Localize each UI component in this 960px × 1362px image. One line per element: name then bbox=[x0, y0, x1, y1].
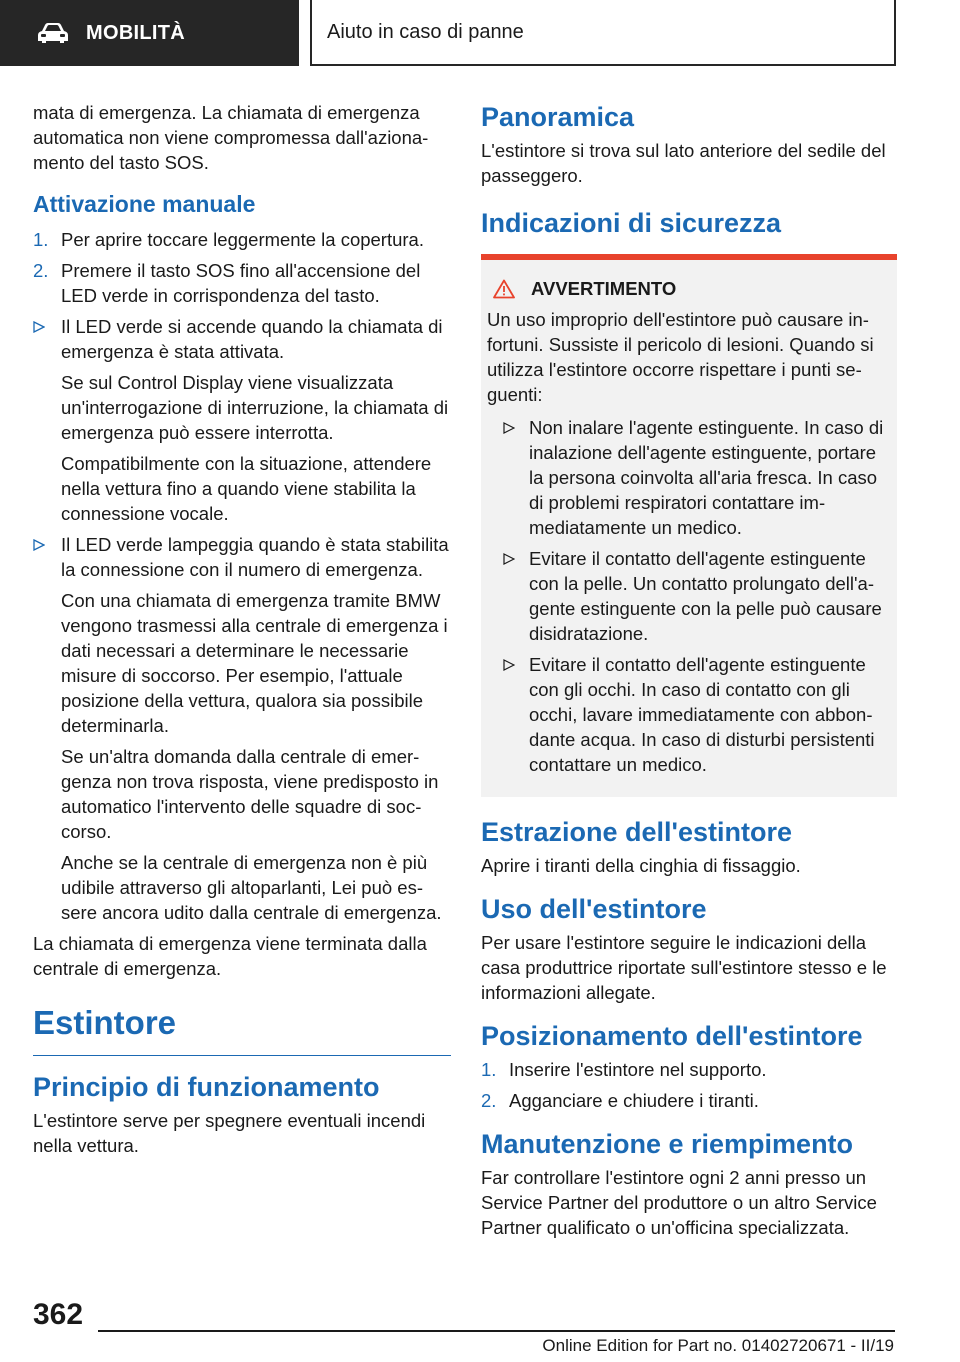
maintenance-paragraph: Far controllare l'estintore ogni 2 anni presso un Service Partner del produttore o un altro Service Partner qualificato o un'officina specializzata. bbox=[481, 1167, 877, 1238]
overview-paragraph: L'estintore si trova sul lato anteriore del sedile del passeggero. bbox=[481, 140, 886, 186]
warning-box bbox=[481, 260, 897, 797]
warning-text: Un uso improprio dell'estintore può causare infortuni. Sussiste il pericolo di lesioni. Quando si utilizza l'estintore occorre rispettare i punti seguenti: bbox=[487, 309, 874, 405]
heading-estintore: Estintore bbox=[33, 1003, 451, 1056]
left-column bbox=[33, 100, 451, 1166]
heading-position: Posizionamento dell'estintore bbox=[481, 1021, 863, 1051]
bullet-triangle-icon bbox=[503, 553, 515, 565]
list-item bbox=[493, 652, 889, 777]
extract-paragraph: Aprire i tiranti della cinghia di fissaggio. bbox=[481, 855, 801, 876]
warning-item-text: Evitare il contatto dell'agente estinguente con la pelle. Un contatto prolungato dell'agente estinguente con la pelle può causare disidratazione. bbox=[529, 548, 882, 644]
heading-principle: Principio di funzionamento bbox=[33, 1072, 380, 1102]
heading-maintenance: Manutenzione e riempimento bbox=[481, 1129, 854, 1159]
heading-manual-activation: Attivazione manuale bbox=[33, 191, 256, 217]
step-text: Inserire l'estintore nel supporto. bbox=[509, 1059, 767, 1080]
car-icon bbox=[36, 22, 70, 44]
principle-paragraph: L'estintore serve per spegnere eventuali incendi nella vettura. bbox=[33, 1110, 426, 1156]
warning-triangle-icon bbox=[493, 279, 515, 299]
bullet-triangle-icon bbox=[503, 659, 515, 671]
chapter-label: Aiuto in caso di panne bbox=[327, 20, 524, 43]
warning-item-text: Evitare il contatto dell'agente estinguente con gli occhi. In caso di contatto con gli occhi, lavare immediatamente con abbondante acqua. In caso di disturbi persistenti contattare un medico. bbox=[529, 654, 875, 775]
warning-item-text: Non inalare l'agente estinguente. In caso di inalazione dell'agente estinguente, portare la persona coinvolta all'aria fresca. In caso di problemi respiratori contattare immediatamente un medico. bbox=[529, 417, 884, 538]
end-paragraph: La chiamata di emergenza viene terminata dalla centrale di emergenza. bbox=[33, 933, 427, 979]
list-item bbox=[33, 532, 451, 925]
bullet-triangle-icon bbox=[503, 422, 515, 434]
edition-text: Online Edition for Part no. 01402720671 - II/19 bbox=[542, 1336, 894, 1355]
step-number: 1. bbox=[481, 1059, 497, 1080]
bullet-sub-text: Se un'altra domanda dalla centrale di emergenza non trova risposta, viene predisposto in automatico l'intervento delle squadre di soccorso. bbox=[61, 746, 439, 842]
section-label: MOBILITÀ bbox=[86, 21, 186, 44]
heading-overview: Panoramica bbox=[481, 102, 635, 132]
step-number: 1. bbox=[33, 229, 49, 250]
bullet-sub-text: Anche se la centrale di emergenza non è più udibile attraverso gli altoparlanti, Lei può essere ancora udito dalla centrale di emergenza. bbox=[61, 852, 442, 923]
page-number: 362 bbox=[33, 1298, 84, 1331]
list-item bbox=[493, 546, 889, 646]
bullet-sub-text: Se sul Control Display viene visualizzata un'interrogazione di interruzione, la chiamata di emergenza può essere interrotta. bbox=[61, 372, 449, 443]
list-item bbox=[33, 227, 451, 252]
chapter-tab bbox=[310, 0, 896, 66]
footer-divider bbox=[98, 1330, 895, 1332]
bullet-triangle-icon bbox=[33, 539, 45, 551]
step-text: Premere il tasto SOS fino all'accensione del LED verde in corrispondenza del tasto. bbox=[61, 260, 421, 306]
step-number: 2. bbox=[33, 260, 49, 281]
list-item bbox=[493, 415, 889, 540]
warning-title: AVVERTIMENTO bbox=[531, 278, 677, 299]
use-paragraph: Per usare l'estintore seguire le indicazioni della casa produttrice riportate sull'estintore stesso e le informazioni allegate. bbox=[481, 932, 887, 1003]
page-header bbox=[0, 0, 960, 66]
list-item bbox=[33, 314, 451, 526]
list-item bbox=[33, 258, 451, 308]
step-text: Per aprire toccare leggermente la copertura. bbox=[61, 229, 424, 250]
heading-use: Uso dell'estintore bbox=[481, 894, 707, 924]
bullet-sub-text: Con una chiamata di emergenza tramite BMW vengono trasmessi alla centrale di emergenza i dati necessari a determinare le necessarie misure di soccorso. Per esempio, l'attuale posizione della vettura, qualora sia possibile determinarla. bbox=[61, 590, 448, 736]
section-tab bbox=[0, 0, 299, 66]
list-item bbox=[481, 1088, 897, 1113]
list-item bbox=[481, 1057, 897, 1082]
bullet-text: Il LED verde lampeggia quando è stata stabilita la connessione con il numero di emergenza. bbox=[61, 534, 449, 580]
step-number: 2. bbox=[481, 1090, 497, 1111]
bullet-triangle-icon bbox=[33, 321, 45, 333]
heading-safety: Indicazioni di sicurezza bbox=[481, 208, 782, 238]
bullet-text: Il LED verde si accende quando la chiamata di emergenza è stata attivata. bbox=[61, 316, 443, 362]
right-column bbox=[481, 100, 897, 1248]
intro-paragraph: mata di emergenza. La chiamata di emergenza automatica non viene compromessa dall'azionamento del tasto SOS. bbox=[33, 102, 429, 173]
heading-extract: Estrazione dell'estintore bbox=[481, 817, 793, 847]
step-text: Agganciare e chiudere i tiranti. bbox=[509, 1090, 759, 1111]
bullet-sub-text: Compatibilmente con la situazione, attendere nella vettura fino a quando viene stabilita la connessione vocale. bbox=[61, 453, 432, 524]
